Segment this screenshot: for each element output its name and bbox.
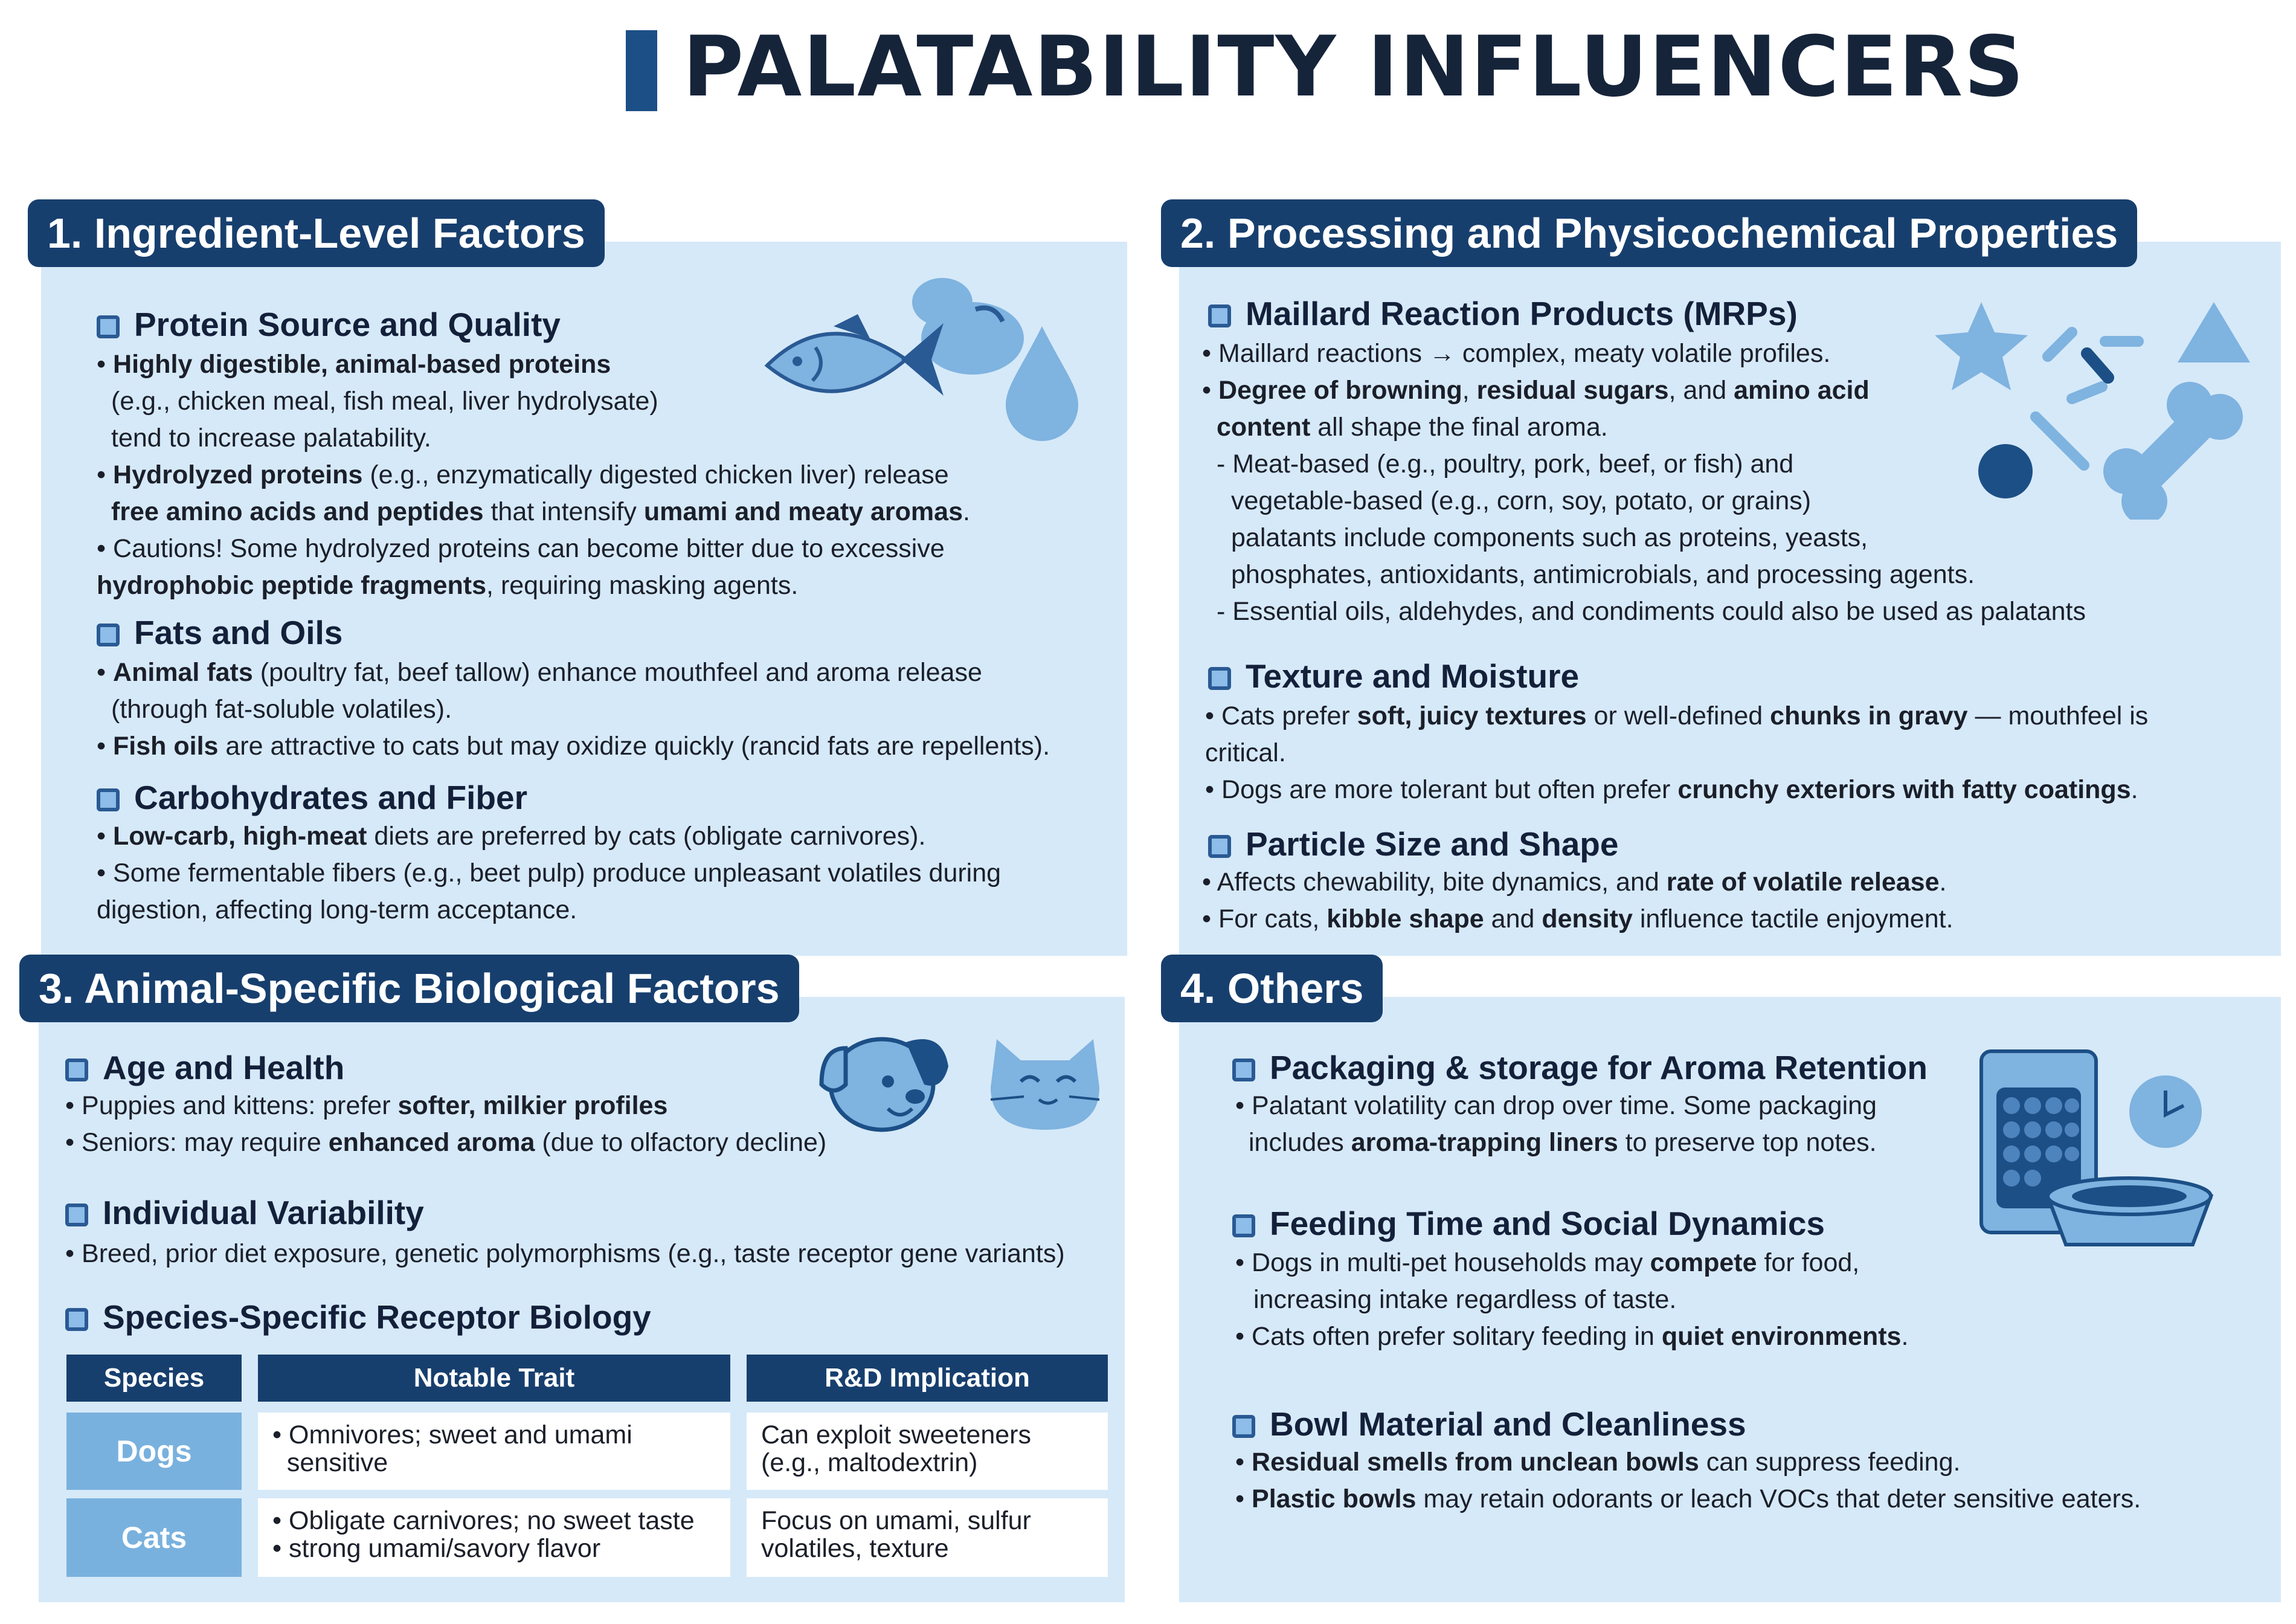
checkbox-icon <box>65 1308 88 1331</box>
section-tab-1: 1. Ingredient-Level Factors <box>28 199 605 267</box>
star-icon <box>1935 302 2028 390</box>
checkbox-icon <box>97 788 120 811</box>
checkbox-icon <box>1232 1415 1255 1438</box>
table-cell-implication: Can exploit sweeteners (e.g., maltodextrin) <box>747 1413 1108 1490</box>
table-cell-trait: • Obligate carnivores; no sweet taste • strong umami/savory flavor <box>258 1498 730 1577</box>
carbs-text: • Low-carb, high-meat diets are preferred by cats (obligate carnivores). • Some fermentable fibers (e.g., beet pulp) produce unpleasant volatiles during digestion, affecting long-term acceptance. <box>97 822 1002 924</box>
table-row-species: Cats <box>66 1498 242 1577</box>
checkbox-icon <box>97 624 120 646</box>
heading-maillard-products: Maillard Reaction Products (MRPs) <box>1208 294 1798 333</box>
heading-packaging-storage: Packaging & storage for Aroma Retention <box>1232 1048 1928 1087</box>
checkbox-icon <box>1208 835 1231 858</box>
checkbox-icon <box>1208 667 1231 690</box>
checkbox-icon <box>1208 304 1231 327</box>
packaging-text: • Palatant volatility can drop over time. Some packaging includes aroma-trapping liners to preserve top notes. <box>1235 1091 1877 1157</box>
heading-fats-oils: Fats and Oils <box>97 613 342 652</box>
table-header-implication: R&D Implication <box>747 1355 1108 1402</box>
heading-individual-variability: Individual Variability <box>65 1193 424 1232</box>
variability-text: • Breed, prior diet exposure, genetic polymorphisms (e.g., taste receptor gene variants) <box>65 1239 1065 1268</box>
title-accent-bar <box>626 30 657 111</box>
section-tab-4: 4. Others <box>1161 955 1383 1022</box>
texture-text: • Cats prefer soft, juicy textures or well-defined chunks in gravy — mouthfeel is critical. • Dogs are more tolerant but often prefer crunchy exteriors with fatty coatings. <box>1205 701 2149 804</box>
heading-receptor-biology: Species-Specific Receptor Biology <box>65 1298 651 1336</box>
heading-bowl-material: Bowl Material and Cleanliness <box>1232 1405 1746 1443</box>
bone-icon <box>1927 296 2265 520</box>
checkbox-icon <box>1232 1058 1255 1081</box>
section-tab-2: 2. Processing and Physicochemical Properties <box>1161 199 2137 267</box>
age-text: • Puppies and kittens: prefer softer, milkier profiles • Seniors: may require enhanced aroma (due to olfactory decline) <box>65 1091 827 1157</box>
maillard-text: • Maillard reactions → complex, meaty volatile profiles. • Degree of browning, residual sugars, and amino acid content all shape the final aroma. - Meat-based (e.g., poultry, pork, beef, or fish) and vegetable-based (e.g., corn, soy, potato, or grains) palatants include components such as proteins, yeasts, phosphates, antioxidants, antimicrobials, and processing agents. - Essential oils, aldehydes, and condiments could also be used as palatants <box>1202 339 2086 626</box>
dog-icon <box>809 1018 954 1139</box>
heading-particle-size: Particle Size and Shape <box>1208 825 1618 863</box>
feeding-text: • Dogs in multi-pet households may compete for food, increasing intake regardless of taste. • Cats often prefer solitary feeding in quiet environments. <box>1235 1248 1909 1351</box>
triangle-icon <box>2178 302 2250 362</box>
table-cell-trait: • Omnivores; sweet and umami sensitive <box>258 1413 730 1490</box>
checkbox-icon <box>1232 1214 1255 1237</box>
heading-protein-source: Protein Source and Quality <box>97 305 561 344</box>
table-cell-implication: Focus on umami, sulfur volatiles, texture <box>747 1498 1108 1577</box>
checkbox-icon <box>97 315 120 338</box>
heading-age-health: Age and Health <box>65 1048 344 1087</box>
fats-text: • Animal fats (poultry fat, beef tallow) enhance mouthfeel and aroma release (through fat-soluble volatiles). • Fish oils are attractive to cats but may oxidize quickly (rancid fats are repellents). <box>97 658 1050 761</box>
food-bag-icon <box>1969 1045 2223 1257</box>
section-tab-3: 3. Animal-Specific Biological Factors <box>19 955 799 1022</box>
protein-text: • Highly digestible, animal-based proteins (e.g., chicken meal, fish meal, liver hydrolysate) tend to increase palatability. • Hydrolyzed proteins (e.g., enzymatically digested chicken liver) release free amino acids and peptides that intensify umami and meaty aromas. • Cautions! Some hydrolyzed proteins can become bitter due to excessive hydrophobic peptide fragments, requiring masking agents. <box>97 350 970 600</box>
bowl-text: • Residual smells from unclean bowls can suppress feeding. • Plastic bowls may retain odorants or leach VOCs that deter sensitive eaters. <box>1235 1448 2141 1513</box>
heading-carbohydrates-fiber: Carbohydrates and Fiber <box>97 778 527 817</box>
table-header-species: Species <box>66 1355 242 1402</box>
checkbox-icon <box>65 1204 88 1226</box>
water-drop-icon <box>997 320 1087 441</box>
heading-feeding-time: Feeding Time and Social Dynamics <box>1232 1204 1825 1243</box>
checkbox-icon <box>65 1058 88 1081</box>
page-title: PALATABILITY INFLUENCERS <box>683 18 2025 115</box>
table-header-trait: Notable Trait <box>258 1355 730 1402</box>
cat-icon <box>979 1015 1111 1136</box>
heading-texture-moisture: Texture and Moisture <box>1208 657 1579 695</box>
table-row-species: Dogs <box>66 1413 242 1490</box>
particle-text: • Affects chewability, bite dynamics, and rate of volatile release. • For cats, kibble shape and density influence tactile enjoyment. <box>1202 868 1954 933</box>
